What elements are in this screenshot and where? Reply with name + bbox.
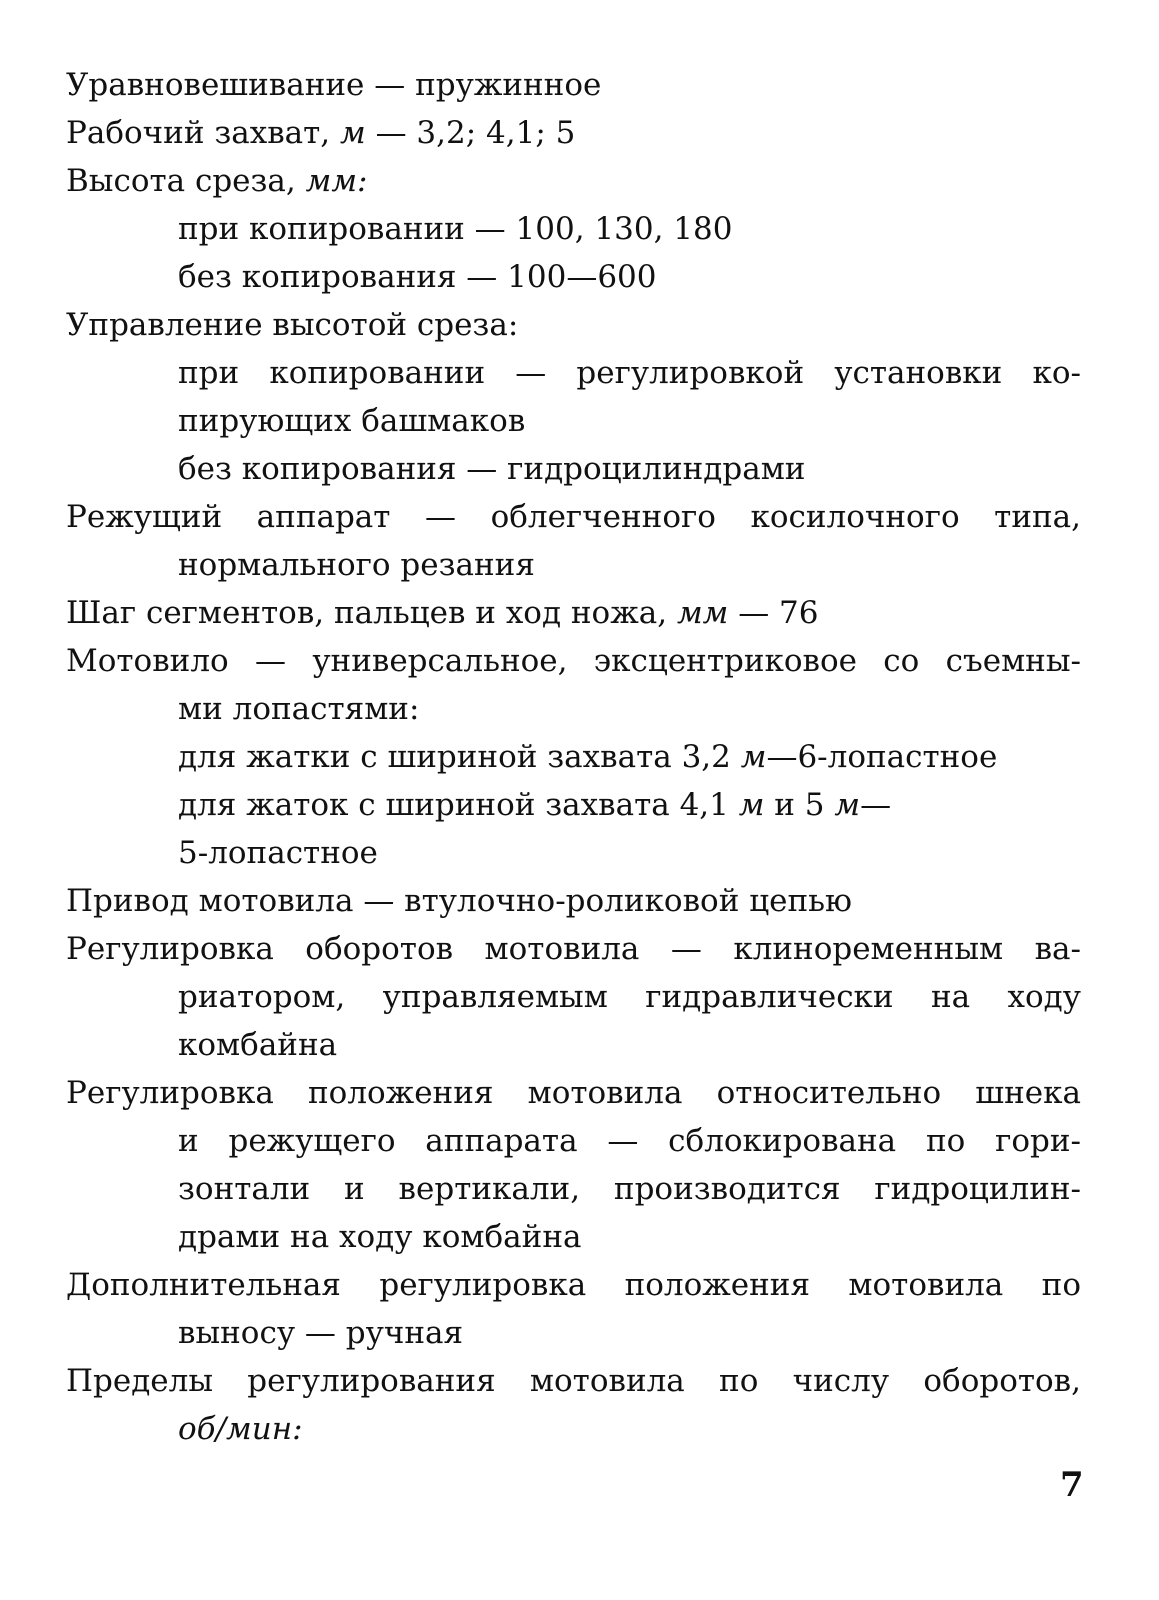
spec-reel-line1: Мотовило — универсальное, эксцентриковое со съемны- bbox=[66, 643, 1081, 679]
spec-balancing: Уравновешивание — пружинное bbox=[66, 67, 602, 103]
spec-cut-height-nocopy: без копирования — 100—600 bbox=[178, 259, 657, 295]
spec-reel-line4: для жаток с шириной захвата 4,1 м и 5 м— bbox=[178, 787, 892, 823]
spec-cut-control: Управление высотой среза: bbox=[66, 307, 519, 343]
spec-extra-adj-line2: выносу — ручная bbox=[178, 1315, 464, 1351]
spec-cut-control-copy-line1: при копировании — регулировкой установки ко- bbox=[178, 355, 1081, 391]
spec-speed-adj-line1: Регулировка оборотов мотовила — клиноременным ва- bbox=[66, 931, 1081, 967]
spec-reel-line5: 5-лопастное bbox=[178, 835, 378, 871]
spec-pos-adj-line1: Регулировка положения мотовила относительно шнека bbox=[66, 1075, 1081, 1111]
spec-reel-line3: для жатки с шириной захвата 3,2 м—6-лопастное bbox=[178, 739, 998, 775]
spec-reel-drive: Привод мотовила — втулочно-роликовой цепью bbox=[66, 883, 853, 919]
spec-cut-height: Высота среза, мм: bbox=[66, 163, 368, 199]
spec-speed-adj-line3: комбайна bbox=[178, 1027, 338, 1063]
spec-pos-adj-line2: и режущего аппарата — сблокирована по гори- bbox=[178, 1123, 1081, 1159]
spec-cutter-line1: Режущий аппарат — облегченного косилочного типа, bbox=[66, 499, 1081, 535]
spec-cut-height-copy: при копировании — 100, 130, 180 bbox=[178, 211, 733, 247]
spec-limits-unit: об/мин: bbox=[178, 1411, 303, 1447]
spec-speed-adj-line2: риатором, управляемым гидравлически на ходу bbox=[178, 979, 1081, 1015]
page-number: 7 bbox=[1060, 1465, 1084, 1505]
spec-cut-control-copy-line2: пирующих башмаков bbox=[178, 403, 526, 439]
spec-limits-line1: Пределы регулирования мотовила по числу оборотов, bbox=[66, 1363, 1081, 1399]
spec-reel-line2: ми лопастями: bbox=[178, 691, 420, 727]
spec-work-width: Рабочий захват, м — 3,2; 4,1; 5 bbox=[66, 115, 576, 151]
spec-pitch: Шаг сегментов, пальцев и ход ножа, мм — 76 bbox=[66, 595, 819, 631]
spec-pos-adj-line4: драми на ходу комбайна bbox=[178, 1219, 582, 1255]
spec-cutter-line2: нормального резания bbox=[178, 547, 535, 583]
spec-cut-control-nocopy: без копирования — гидроцилиндрами bbox=[178, 451, 806, 487]
spec-pos-adj-line3: зонтали и вертикали, производится гидроцилин- bbox=[178, 1171, 1081, 1207]
spec-extra-adj-line1: Дополнительная регулировка положения мотовила по bbox=[66, 1267, 1081, 1303]
